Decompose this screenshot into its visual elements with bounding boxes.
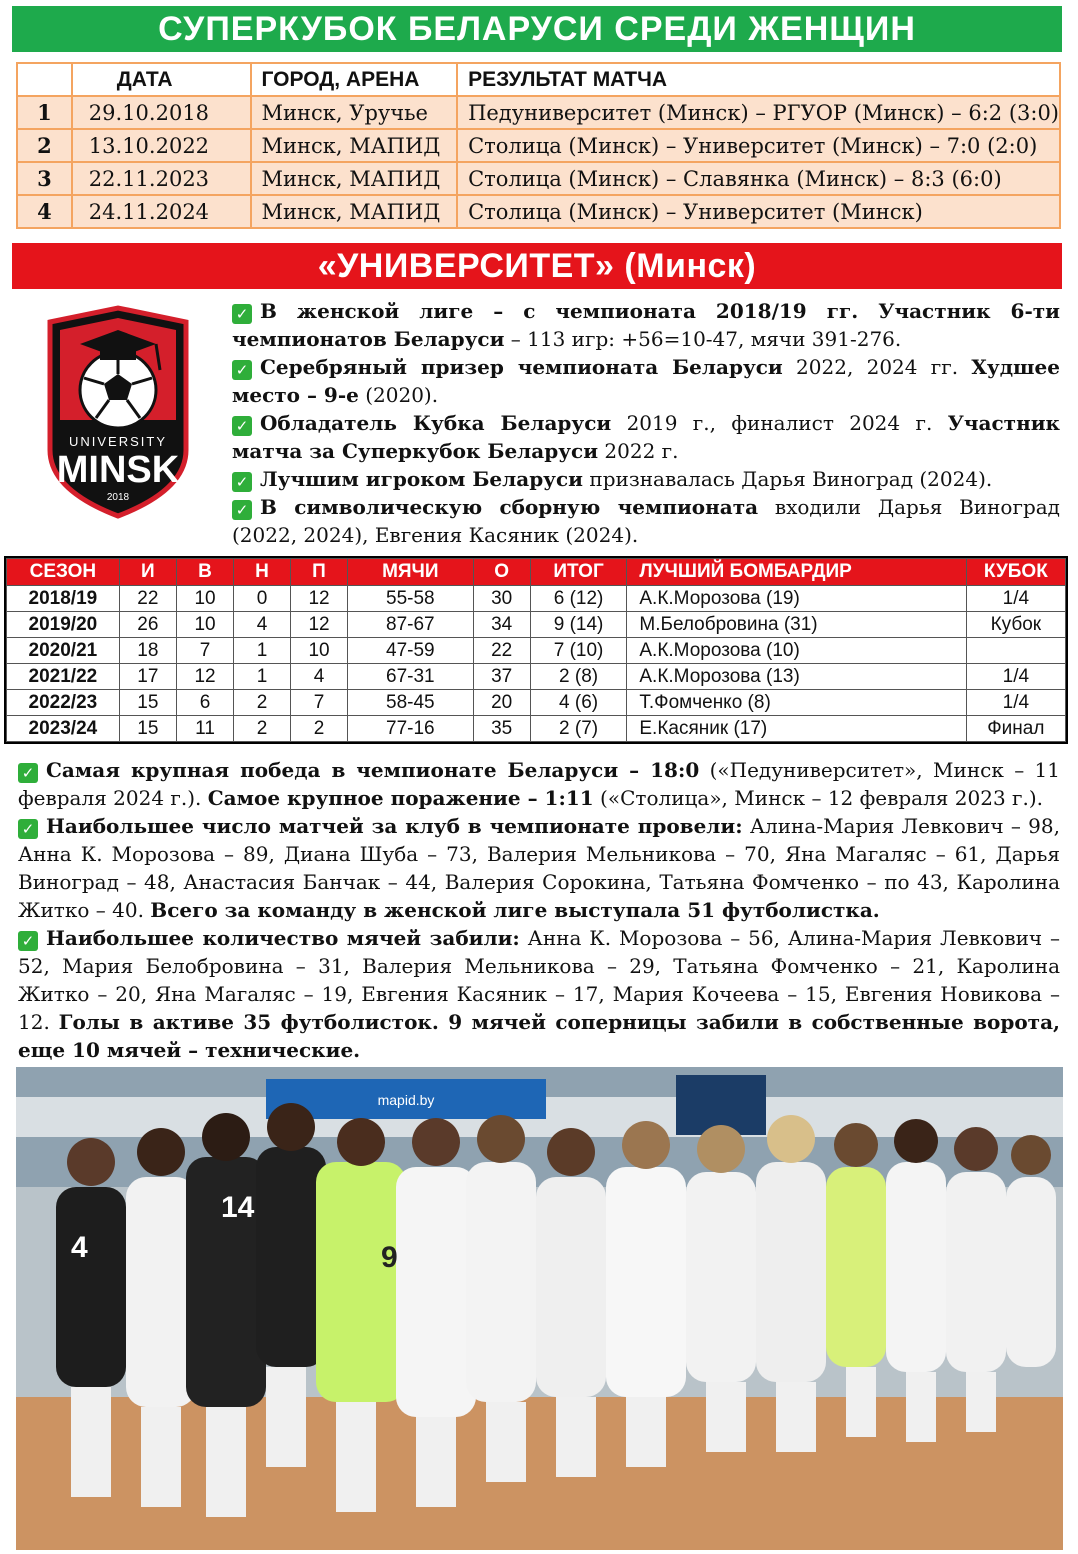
note-text: Наибольшее количество мячей забили: — [46, 926, 520, 950]
stats-cell: Т.Фомченко (8) — [627, 690, 966, 716]
match-number-cell: 1 — [17, 96, 72, 129]
fact-text: Участник матча за Суперкубок Беларуси — [232, 411, 1060, 463]
match-number-cell: 3 — [17, 162, 72, 195]
table-header-row — [17, 63, 1060, 96]
fact-item — [232, 465, 1060, 493]
stats-cell: 2022/23 — [7, 690, 120, 716]
fact-item — [232, 493, 1060, 549]
table-row — [17, 162, 1060, 195]
stats-cell: 1 — [234, 664, 291, 690]
note-text: Голы в активе 35 футболисток. 9 мячей соперницы забили в собственные ворота, еще 10 мячей – технические. — [18, 1010, 1060, 1062]
stats-cell: 18 — [119, 638, 176, 664]
checkmark-icon: ✓ — [232, 360, 252, 380]
stats-cell: 1/4 — [966, 690, 1065, 716]
fact-text: Обладатель Кубка Беларуси — [260, 411, 612, 435]
table-header-row — [7, 559, 1066, 586]
supercup-title: СУПЕРКУБОК БЕЛАРУСИ СРЕДИ ЖЕНЩИН — [12, 6, 1062, 52]
match-date-cell: 29.10.2018 — [72, 96, 251, 129]
note-item — [18, 812, 1060, 924]
stats-cell: 10 — [176, 612, 233, 638]
checkmark-icon: ✓ — [232, 472, 252, 492]
supercup-table — [16, 62, 1061, 229]
stats-cell: 2 (8) — [530, 664, 627, 690]
stats-cell: 7 — [176, 638, 233, 664]
stats-cell: Е.Касяник (17) — [627, 716, 966, 742]
jersey-number: 14 — [221, 1191, 255, 1224]
jersey-number: 9 — [381, 1241, 398, 1274]
stats-cell: 2020/21 — [7, 638, 120, 664]
stats-cell: Кубок — [966, 612, 1065, 638]
stats-cell: 7 — [290, 690, 347, 716]
col-result: РЕЗУЛЬТАТ МАТЧА — [457, 63, 1060, 96]
stats-cell: 1 — [234, 638, 291, 664]
stats-cell: 12 — [290, 586, 347, 612]
table-row — [7, 690, 1066, 716]
match-result-cell: Педуниверситет (Минск) – РГУОР (Минск) – 6:2 (3:0) — [457, 96, 1060, 129]
stats-cell: 22 — [119, 586, 176, 612]
match-place-cell: Минск, Уручье — [251, 96, 458, 129]
note-text: Самое крупное поражение – 1:11 — [207, 786, 594, 810]
stats-cell: 4 — [234, 612, 291, 638]
stats-header-cell: Н — [234, 559, 291, 586]
stats-header-cell: И — [119, 559, 176, 586]
stats-cell — [966, 638, 1065, 664]
fact-text: Худшее место – 9-е — [232, 355, 1060, 407]
note-item — [18, 756, 1060, 812]
stats-header-cell: О — [473, 559, 530, 586]
stats-cell: 1/4 — [966, 664, 1065, 690]
table-row — [7, 612, 1066, 638]
club-title: «УНИВЕРСИТЕТ» (Минск) — [12, 243, 1062, 289]
note-text: Анна К. Морозова – 56, Алина-Мария Левкович – 52, Мария Белобровина – 31, Валерия Мельникова – 29, Татьяна Фомченко – 21, Каролина Житко – 20, Яна Магаляс – 19, Евгения Касяник – 17, Мария Кочеева – 15, Евгения Новикова – 12. — [18, 926, 1061, 1034]
match-place-cell: Минск, МАПИД — [251, 129, 458, 162]
stats-cell: 20 — [473, 690, 530, 716]
stats-cell: 6 — [176, 690, 233, 716]
stats-cell: 6 (12) — [530, 586, 627, 612]
fact-text: 2022 г. — [598, 439, 679, 463]
table-row — [7, 586, 1066, 612]
stats-cell: 67-31 — [348, 664, 473, 690]
note-text: («Столица», Минск – 12 февраля 2023 г.). — [593, 786, 1044, 810]
stats-cell: 35 — [473, 716, 530, 742]
note-text: Всего за команду в женской лиге выступала 51 футболистка. — [150, 898, 880, 922]
note-text: Наибольшее число матчей за клуб в чемпионате провели: — [46, 814, 743, 838]
jersey-number: 4 — [71, 1231, 88, 1264]
stats-cell: А.К.Морозова (19) — [627, 586, 966, 612]
note-text: («Педуниверситет», Минск – 11 февраля 2024 г.). — [18, 758, 1061, 810]
club-records — [18, 756, 1060, 1064]
photo-banner-text: mapid.by — [377, 1092, 435, 1108]
table-row — [7, 638, 1066, 664]
stats-cell: 12 — [176, 664, 233, 690]
checkmark-icon: ✓ — [18, 763, 38, 783]
match-number-cell: 2 — [17, 129, 72, 162]
stats-cell: 2 (7) — [530, 716, 627, 742]
match-place-cell: Минск, МАПИД — [251, 162, 458, 195]
table-row — [17, 195, 1060, 228]
checkmark-icon: ✓ — [18, 819, 38, 839]
team-photo — [16, 1067, 1063, 1550]
fact-text: В символическую сборную чемпионата — [260, 495, 759, 519]
stats-cell: 37 — [473, 664, 530, 690]
fact-text: Серебряный призер чемпионата Беларуси — [260, 355, 783, 379]
stats-header-cell: ИТОГ — [530, 559, 627, 586]
stats-cell: 30 — [473, 586, 530, 612]
table-row — [17, 129, 1060, 162]
stats-cell: М.Белобровина (31) — [627, 612, 966, 638]
fact-item — [232, 297, 1060, 353]
stats-cell: 55-58 — [348, 586, 473, 612]
stats-header-cell: ЛУЧШИЙ БОМБАРДИР — [627, 559, 966, 586]
fact-item — [232, 353, 1060, 409]
table-row — [7, 716, 1066, 742]
match-date-cell: 22.11.2023 — [72, 162, 251, 195]
stats-header-cell: МЯЧИ — [348, 559, 473, 586]
match-result-cell: Столица (Минск) – Университет (Минск) – 7:0 (2:0) — [457, 129, 1060, 162]
stats-cell: 1/4 — [966, 586, 1065, 612]
stats-header-cell: СЕЗОН — [7, 559, 120, 586]
fact-item — [232, 409, 1060, 465]
stats-cell: 10 — [290, 638, 347, 664]
col-number — [17, 63, 72, 96]
match-place-cell: Минск, МАПИД — [251, 195, 458, 228]
logo-university-text: UNIVERSITY — [68, 434, 168, 449]
match-number-cell: 4 — [17, 195, 72, 228]
stats-cell: 11 — [176, 716, 233, 742]
fact-text: входили Дарья Виноград (2022, 2024), Евгения Касяник (2024). — [232, 495, 1060, 547]
stats-header-cell: КУБОК — [966, 559, 1065, 586]
match-date-cell: 13.10.2022 — [72, 129, 251, 162]
stats-cell: 47-59 — [348, 638, 473, 664]
col-place: ГОРОД, АРЕНА — [251, 63, 458, 96]
stats-cell: 22 — [473, 638, 530, 664]
stats-cell: Финал — [966, 716, 1065, 742]
note-text: Алина-Мария Левкович – 98, Анна К. Морозова – 89, Диана Шуба – 73, Валерия Мельникова – 70, Яна Магаляс – 61, Дарья Виноград – 48, Анастасия Банчак – 44, Валерия Сорокина, Татьяна Фомченко – по 43, Каролина Житко – 40. — [18, 814, 1060, 922]
stats-cell: 26 — [119, 612, 176, 638]
stats-cell: 2 — [234, 690, 291, 716]
stats-cell: 2019/20 — [7, 612, 120, 638]
note-item — [18, 924, 1060, 1064]
stats-cell: 2 — [234, 716, 291, 742]
stats-cell: 2021/22 — [7, 664, 120, 690]
stats-cell: А.К.Морозова (10) — [627, 638, 966, 664]
stats-cell: 7 (10) — [530, 638, 627, 664]
fact-text: признавалась Дарья Виноград (2024). — [583, 467, 993, 491]
checkmark-icon: ✓ — [18, 931, 38, 951]
stats-cell: 77-16 — [348, 716, 473, 742]
stats-cell: 2023/24 — [7, 716, 120, 742]
note-text: Самая крупная победа в чемпионате Беларуси – 18:0 — [46, 758, 700, 782]
stats-cell: 2 — [290, 716, 347, 742]
stats-cell: 34 — [473, 612, 530, 638]
stats-cell: 58-45 — [348, 690, 473, 716]
table-row — [17, 96, 1060, 129]
match-date-cell: 24.11.2024 — [72, 195, 251, 228]
checkmark-icon: ✓ — [232, 416, 252, 436]
stats-header-cell: П — [290, 559, 347, 586]
checkmark-icon: ✓ — [232, 304, 252, 324]
match-result-cell: Столица (Минск) – Славянка (Минск) – 8:3 (6:0) — [457, 162, 1060, 195]
club-logo — [40, 300, 196, 520]
stats-cell: 12 — [290, 612, 347, 638]
stats-cell: 17 — [119, 664, 176, 690]
stats-cell: А.К.Морозова (13) — [627, 664, 966, 690]
stats-cell: 0 — [234, 586, 291, 612]
match-result-cell: Столица (Минск) – Университет (Минск) — [457, 195, 1060, 228]
logo-year-text: 2018 — [106, 492, 130, 503]
checkmark-icon: ✓ — [232, 500, 252, 520]
stats-header-cell: В — [176, 559, 233, 586]
fact-text: (2020). — [358, 383, 439, 407]
season-stats-table — [6, 558, 1066, 742]
fact-text: 2022, 2024 гг. — [782, 355, 972, 379]
fact-text: – 113 игр: +56=10-47, мячи 391-276. — [504, 327, 902, 351]
logo-minsk-text: MINSK — [56, 449, 180, 491]
stats-cell: 10 — [176, 586, 233, 612]
fact-text: 2019 г., финалист 2024 г. — [611, 411, 948, 435]
table-row — [7, 664, 1066, 690]
stats-cell: 4 (6) — [530, 690, 627, 716]
stats-cell: 15 — [119, 716, 176, 742]
fact-text: В женской лиге – с чемпионата 2018/19 гг. Участник 6-ти чемпионатов Беларуси — [232, 299, 1060, 351]
club-facts — [232, 297, 1060, 549]
stats-cell: 4 — [290, 664, 347, 690]
stats-cell: 2018/19 — [7, 586, 120, 612]
fact-text: Лучшим игроком Беларуси — [260, 467, 583, 491]
col-date: ДАТА — [72, 63, 251, 96]
stats-cell: 9 (14) — [530, 612, 627, 638]
stats-cell: 15 — [119, 690, 176, 716]
stats-cell: 87-67 — [348, 612, 473, 638]
